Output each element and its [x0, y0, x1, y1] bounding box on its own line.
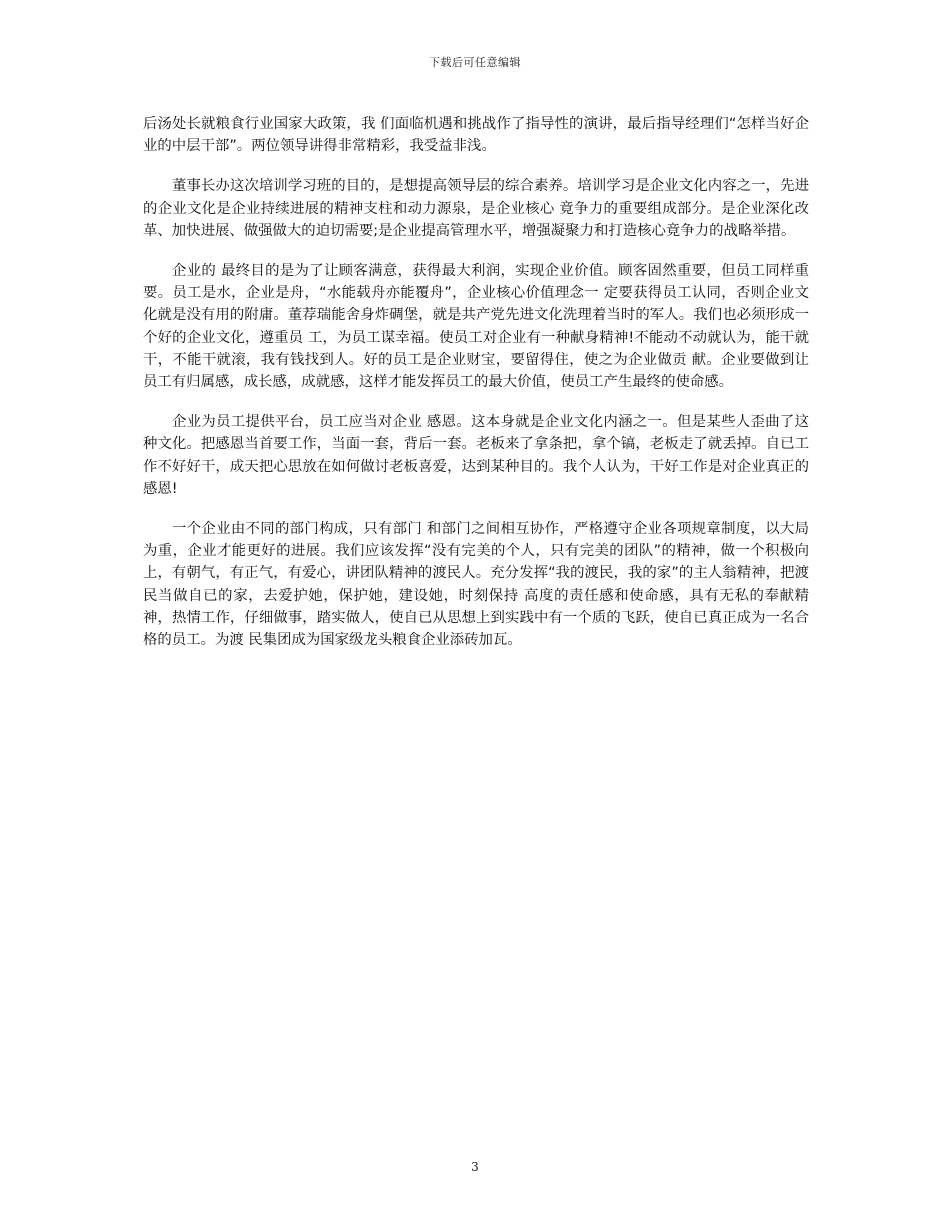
page-number: 3: [471, 1160, 479, 1174]
paragraph-3: 企业的 最终目的是为了让顾客满意，获得最大利润，实现企业价值。顾客固然重要，但员工同样重要。员工是水，企业是舟，“水能载舟亦能覆舟”，企业核心价值理念一 定要获得员工认同，否则企业文化就是没有用的附庸。董荐瑞能舍身炸碉堡，就是共产党先进文化洗理着当时的军人。我们也必须形成一个好的企业文化，遵重员 工，为员工谋幸福。使员工对企业有一种献身精神!不能动不动就认为，能干就干，不能干就滚，我有钱找到人。好的员工是企业财宝，要留得住，使之为企业做贡 献。企业要做到让员工有归属感，成长感，成就感，这样才能发挥员工的最大价值，使员工产生最终的使命感。: [143, 263, 809, 391]
document-body: [143, 113, 809, 669]
paragraph-5: 一个企业由不同的部门构成，只有部门 和部门之间相互协作，严格遵守企业各项规章制度，以大局为重，企业才能更好的进展。我们应该发挥“没有完美的个人，只有完美的团队”的精神，做一个积极向 上，有朝气，有正气，有爱心，讲团队精神的渡民人。充分发挥“我的渡民，我的家”的主人翁精神，把渡民当做自已的家，去爱护她，保护她，建设她，时刻保持 高度的责任感和使命感，具有无私的奉献精神，热情工作，仔细做事，踏实做人，使自已从思想上到实践中有一个质的飞跃，使自已真正成为一名合格的员工。为渡 民集团成为国家级龙头粮食企业添砖加瓦。: [143, 521, 809, 649]
paragraph-4: 企业为员工提供平台，员工应当对企业 感恩。这本身就是企业文化内涵之一。但是某些人歪曲了这种文化。把感恩当首要工作，当面一套，背后一套。老板来了拿条把，拿个镐，老板走了就丢掉。自已工 作不好好干，成天把心思放在如何做讨老板喜爱，达到某种目的。我个人认为，干好工作是对企业真正的感恩!: [143, 414, 809, 497]
paragraph-1: 后汤处长就粮食行业国家大政策，我 们面临机遇和挑战作了指导性的演讲，最后指导经理们“怎样当好企业的中层干部”。两位领导讲得非常精彩，我受益非浅。: [143, 116, 809, 155]
page-header: 下载后可任意编辑: [429, 56, 521, 69]
paragraph-2: 董事长办这次培训学习班的目的，是想提高领导层的综合素养。培训学习是企业文化内容之一，先进的企业文化是企业持续进展的精神支柱和动力源泉，是企业核心 竟争力的重要组成部分。是企业深化改革、加快进展、做强做大的迫切需要;是企业提高管理水平，增强凝聚力和打造核心竟争力的战略举措。: [143, 178, 809, 239]
